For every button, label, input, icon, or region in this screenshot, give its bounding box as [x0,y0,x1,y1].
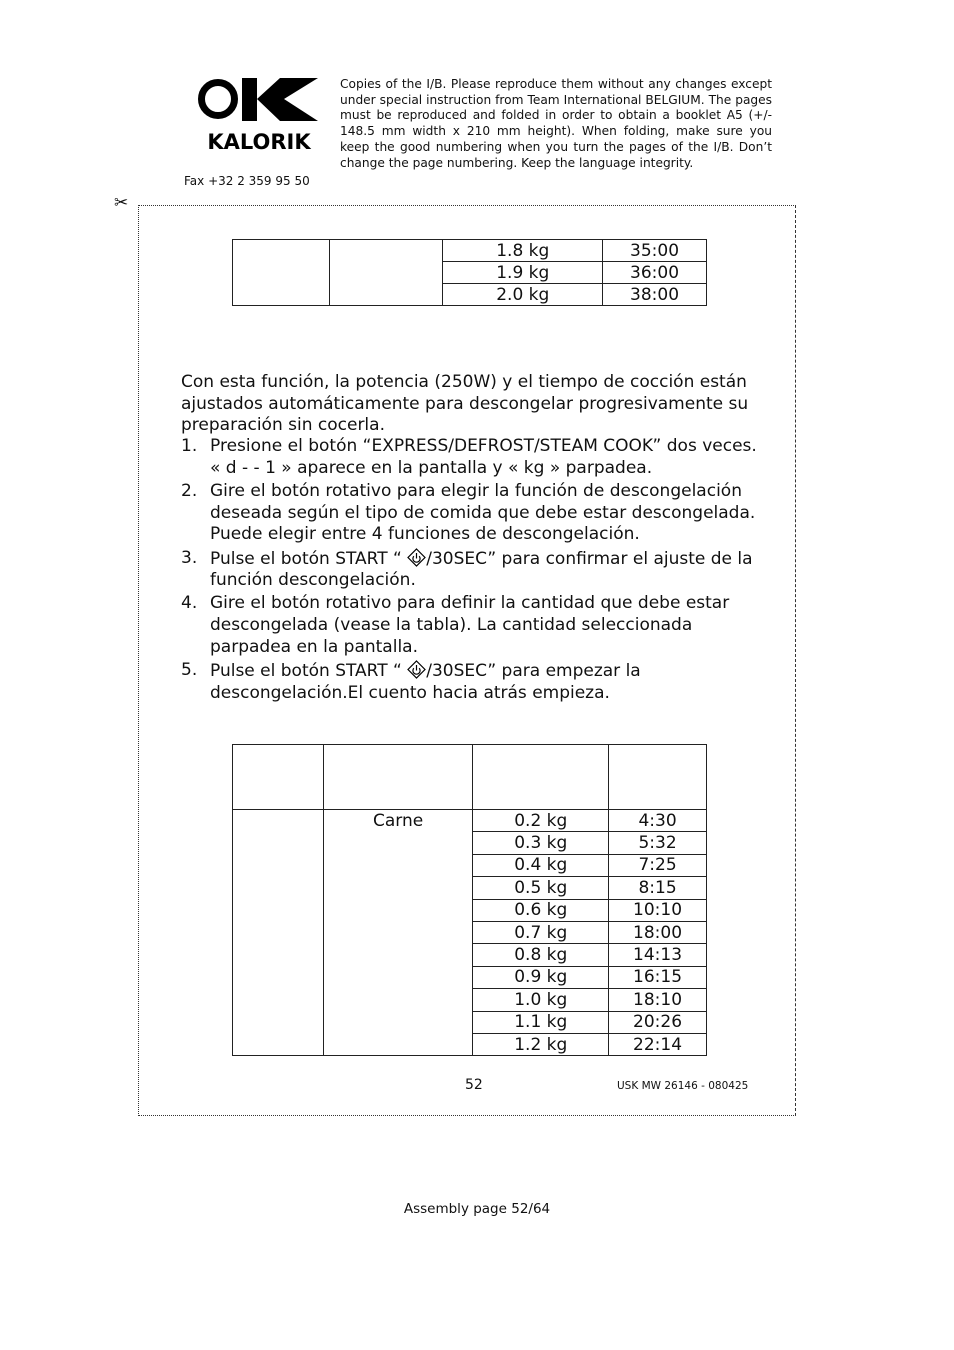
weight-cell: 0.7 kg [473,921,609,943]
step-text-before: Pulse el botón START “ [210,661,408,682]
step-item [181,481,771,546]
header-cell [609,745,707,810]
model-reference: USK MW 26146 - 080425 [617,1080,749,1092]
weight-cell: 0.5 kg [473,877,609,899]
time-cell: 14:13 [609,944,707,966]
time-cell: 18:00 [609,921,707,943]
table-header-row [233,745,707,810]
weight-cell: 0.6 kg [473,899,609,921]
weight-cell: 0.2 kg [473,810,609,832]
weight-cell: 1.2 kg [473,1033,609,1055]
table-row [233,240,707,262]
weight-cell: 0.8 kg [473,944,609,966]
header-cell [473,745,609,810]
step-text: Gire el botón rotativo para definir la cantidad que debe estar descongelada (vease la tabla). La cantidad seleccionada parpadea en la pantalla. [210,593,730,657]
time-cell: 38:00 [603,284,707,306]
step-text-after: /30SEC” para confirmar el ajuste de la función descongelación. [210,548,753,591]
step-number: 4. [181,593,198,614]
blank-cell [233,240,330,306]
start-button-icon [407,548,426,567]
time-cell: 20:26 [609,1011,707,1033]
time-cell: 4:30 [609,810,707,832]
step-number: 3. [181,547,198,568]
step-item [181,436,771,479]
scissors-icon: ✂ [114,193,129,213]
time-cell: 36:00 [603,262,707,284]
time-cell: 10:10 [609,899,707,921]
weight-cell: 0.9 kg [473,966,609,988]
header-cell [323,745,473,810]
weight-cell: 0.4 kg [473,854,609,876]
weight-cell: 0.3 kg [473,832,609,854]
food-type-cell: Carne [323,810,473,1056]
time-cell: 7:25 [609,854,707,876]
step-text: Gire el botón rotativo para elegir la función de descongelación deseada según el tipo de comida que debe estar descongelada. Puede elegir entre 4 funciones de descongelación. [210,480,756,545]
time-cell: 22:14 [609,1033,707,1055]
weight-cell: 1.0 kg [473,989,609,1011]
blank-cell [233,810,324,1056]
start-button-icon [407,660,426,679]
weight-cell: 1.1 kg [473,1011,609,1033]
assembly-page-label: Assembly page 52/64 [403,1201,551,1217]
weight-cell: 1.8 kg [443,240,603,262]
weight-cell: 2.0 kg [443,284,603,306]
time-cell: 16:15 [609,966,707,988]
weight-time-table-continued [232,239,707,306]
table-row [233,810,707,832]
weight-cell: 1.9 kg [443,262,603,284]
time-cell: 8:15 [609,877,707,899]
defrost-table [232,744,707,1056]
step-text-after: /30SEC” para empezar la descongelación.El cuento hacia atrás empieza. [210,661,641,703]
page-number: 52 [465,1077,483,1093]
header-cell [233,745,324,810]
step-item [181,548,771,592]
step-number: 1. [181,436,198,456]
step-item [181,660,771,704]
step-text-before: Pulse el botón START “ [210,548,408,569]
intro-paragraph: Con esta función, la potencia (250W) y el tiempo de cocción están ajustados automáticamente para descongelar progresivamente su preparación sin cocerla. [181,372,749,436]
step-text: Presione el botón “EXPRESS/DEFROST/STEAM COOK” dos veces. « d - - 1 » aparece en la pantalla y « kg » parpadea. [210,436,757,478]
kalorik-logo [198,76,320,154]
fax-number: Fax +32 2 359 95 50 [184,174,310,188]
time-cell: 5:32 [609,832,707,854]
step-number: 2. [181,480,198,501]
step-number: 5. [181,660,198,681]
time-cell: 18:10 [609,989,707,1011]
instruction-steps [181,436,771,706]
reproduction-notice: Copies of the I/B. Please reproduce them without any changes except under special instruction from Team International BELGIUM. The pages must be reproduced and folded in order to obtain a booklet A5 (+/- 148.5 mm width x 210 mm height). When folding, make sure you keep the good numbering when you turn the pages of the I/B. Don’t change the page numbering. Keep the language integrity. [340,77,772,170]
step-item [181,593,771,658]
blank-cell [329,240,443,306]
time-cell: 35:00 [603,240,707,262]
logo-text: KALORIK [207,130,311,154]
